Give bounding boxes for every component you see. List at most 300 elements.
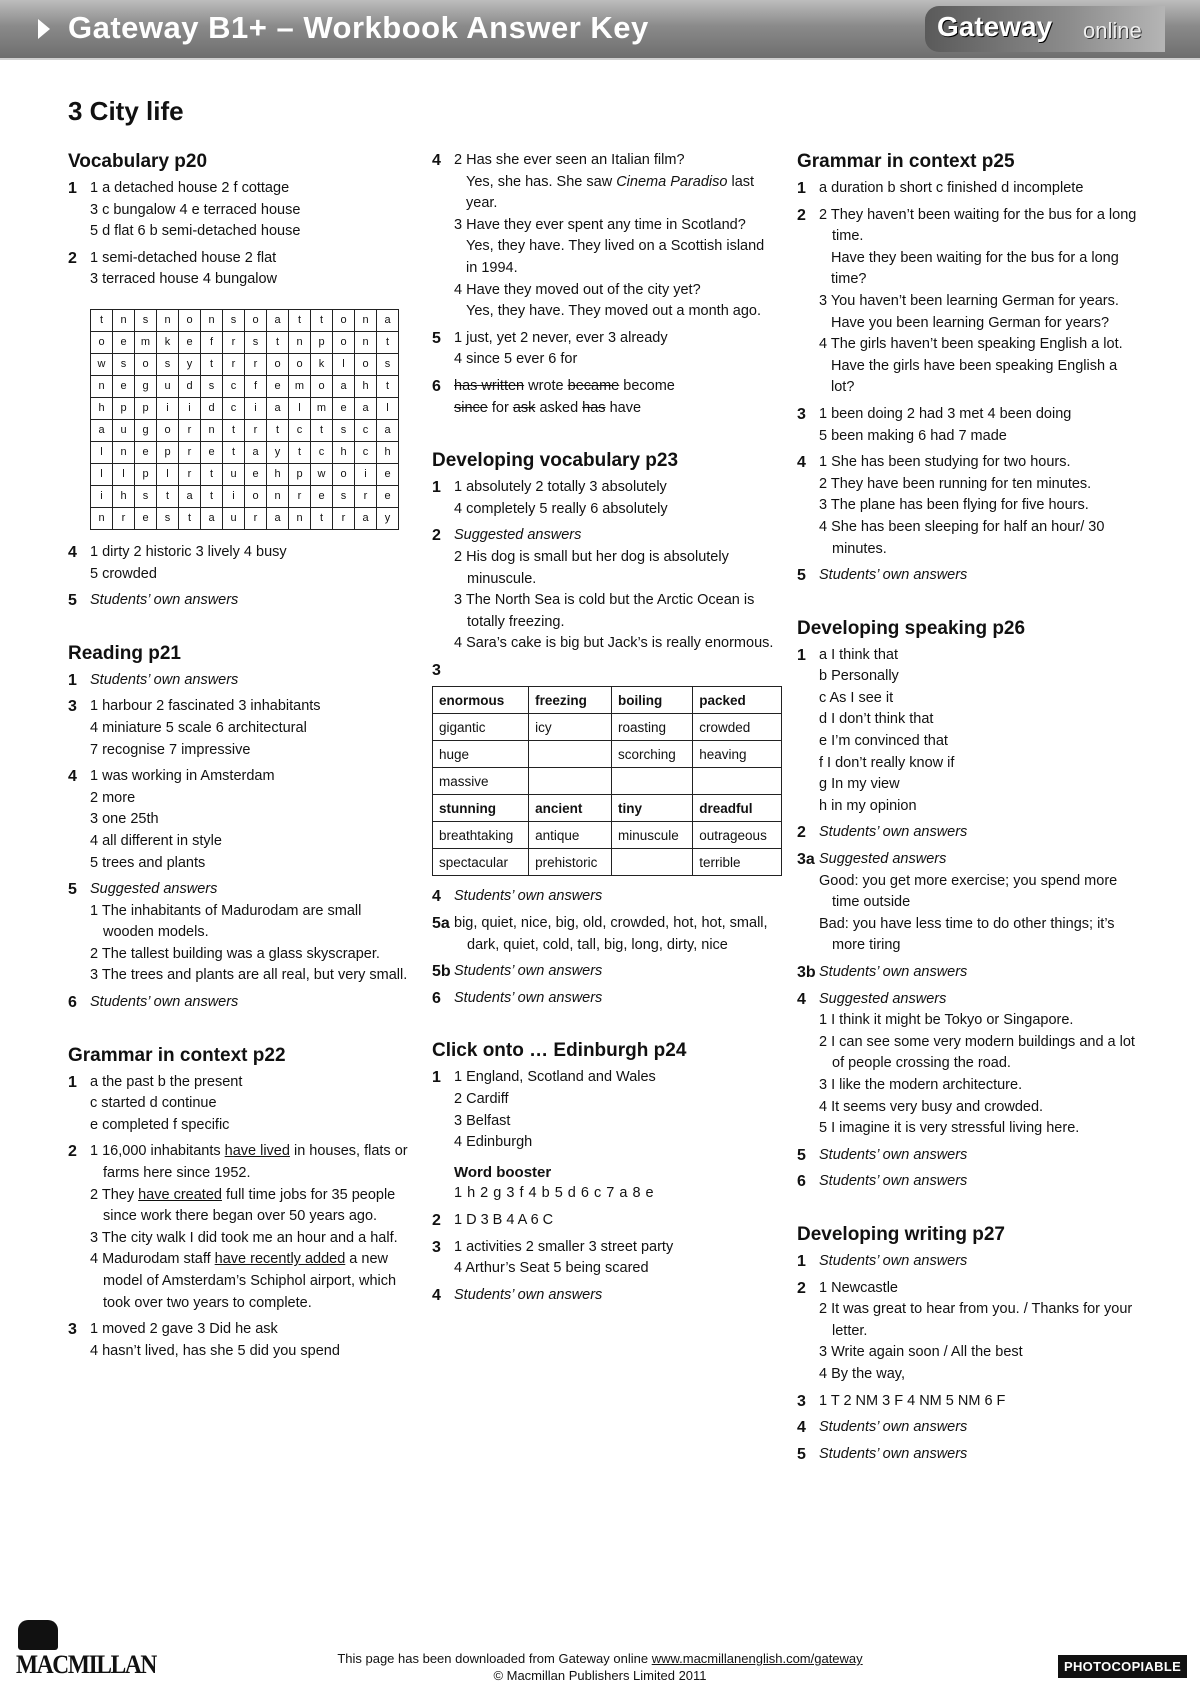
grid-cell: t	[289, 309, 311, 331]
section-heading: Click onto … Edinburgh p24	[432, 1040, 687, 1062]
answer-line	[819, 1251, 1142, 1273]
answer-lines	[454, 477, 777, 520]
answer-line	[454, 886, 777, 908]
answer-line	[454, 301, 777, 323]
answer-lines	[819, 404, 1142, 447]
section-heading: Reading p21	[68, 642, 181, 664]
answer-text: 1 I think it might be Tokyo or Singapore.	[819, 1012, 1074, 1029]
unit-title: 3 City life	[68, 96, 184, 126]
answer-line	[90, 809, 408, 831]
grid-cell: r	[289, 485, 311, 507]
photocopiable-badge: PHOTOCOPIABLE	[1058, 1655, 1187, 1678]
table-row	[433, 687, 782, 714]
answer-text: 3 c bungalow 4 e terraced house	[90, 201, 301, 218]
answer-item	[68, 1072, 408, 1137]
grid-cell: u	[223, 463, 245, 485]
exercise-number: 3	[797, 405, 806, 423]
struck-text: became	[567, 377, 620, 394]
grid-cell: l	[91, 463, 113, 485]
answer-line	[90, 1341, 408, 1363]
answer-lines	[819, 849, 1142, 957]
answer-line	[819, 404, 1142, 426]
grid-cell: n	[113, 441, 135, 463]
grid-cell: m	[311, 397, 333, 419]
grid-cell: l	[113, 463, 135, 485]
exercise-number: 4	[797, 990, 806, 1008]
answer-item	[797, 1444, 1142, 1466]
answer-line	[819, 356, 1142, 399]
section-heading: Vocabulary p20	[68, 151, 208, 172]
answer-line	[90, 1319, 408, 1341]
answer-item	[432, 961, 777, 983]
answer-lines	[454, 525, 777, 655]
grid-cell: u	[113, 419, 135, 441]
section-heading: Grammar in context p25	[797, 151, 1015, 172]
exercise-number: 1	[68, 180, 77, 197]
grid-cell: s	[113, 353, 135, 375]
grid-cell: p	[113, 397, 135, 419]
answer-text: a new model of Amsterdam’s Schiphol airport, which took over two years to complete.	[103, 1251, 397, 1311]
answer-lines	[819, 178, 1142, 200]
table-cell: prehistoric	[529, 849, 612, 876]
answer-text: 3 Belfast	[454, 1112, 511, 1129]
answer-line	[819, 205, 1142, 248]
answer-line	[819, 774, 1142, 796]
grid-cell: m	[135, 331, 157, 353]
answer-lines	[819, 1278, 1142, 1386]
answer-line	[90, 740, 408, 762]
grid-cell: r	[179, 463, 201, 485]
answer-lines	[90, 542, 408, 585]
grid-cell: o	[355, 353, 377, 375]
underlined-text: have recently added	[214, 1251, 346, 1268]
table-row	[433, 714, 782, 741]
answer-text: 2 I can see some very modern buildings and a lot of people crossing the road.	[819, 1033, 1135, 1072]
grid-cell: o	[311, 375, 333, 397]
table-row	[433, 795, 782, 822]
answer-line	[90, 788, 408, 810]
answer-line	[819, 1032, 1142, 1075]
grid-row	[91, 485, 399, 507]
grid-cell: p	[311, 331, 333, 353]
grid-row	[91, 375, 399, 397]
answer-item	[68, 992, 408, 1014]
table-cell	[529, 768, 612, 795]
grid-cell: a	[91, 419, 113, 441]
answer-text: full time jobs for 35 people since work there began over 50 years ago.	[103, 1186, 396, 1225]
answer-line	[819, 731, 1142, 753]
exercise-number: 2	[797, 1279, 806, 1297]
macmillan-wordmark: MACMILLAN	[16, 1650, 156, 1679]
column-1	[68, 150, 408, 1367]
grid-cell: t	[377, 331, 399, 353]
answer-text: 1 was working in Amsterdam	[90, 768, 275, 785]
exercise-number: 5	[68, 592, 77, 610]
answer-line	[90, 879, 408, 901]
exercise-number: 1	[797, 180, 806, 197]
grid-row	[91, 309, 399, 331]
answer-text: 4 She has been sleeping for half an hour/ 30 minutes.	[819, 518, 1105, 557]
italic-text: Students’ own answers	[819, 1419, 968, 1436]
answer-text: 7 recognise 7 impressive	[90, 741, 251, 758]
answer-lines	[90, 1072, 408, 1137]
answer-text: a the past b the present	[90, 1073, 243, 1090]
italic-text: Students’ own answers	[819, 1173, 968, 1190]
answer-text: f I don’t really know if	[819, 754, 955, 771]
struck-text: ask	[512, 399, 536, 416]
answer-text: 2 They have been running for ten minutes.	[819, 475, 1092, 492]
answer-text: 1 activities 2 smaller 3 street party	[454, 1238, 674, 1255]
arrow-icon	[38, 19, 50, 39]
grid-cell: n	[289, 331, 311, 353]
answer-text: 1 She has been studying for two hours.	[819, 454, 1071, 471]
answer-text: d I don’t think that	[819, 711, 934, 728]
exercise-number: 4	[68, 768, 77, 786]
answer-text: 1 just, yet 2 never, ever 3 already	[454, 329, 668, 346]
adjectives-table	[432, 686, 782, 876]
answer-line	[819, 1444, 1142, 1466]
grid-cell: c	[355, 419, 377, 441]
answer-line	[819, 989, 1142, 1011]
answer-text: 1 16,000 inhabitants	[90, 1143, 225, 1160]
answer-text: c As I see it	[819, 689, 894, 706]
answer-item	[68, 670, 408, 692]
answer-line	[819, 688, 1142, 710]
answer-line	[819, 914, 1142, 957]
table-cell: packed	[693, 687, 782, 714]
word-booster-answer: 1 h 2 g 3 f 4 b 5 d 6 c 7 a 8 e	[454, 1185, 655, 1202]
answer-item	[68, 696, 408, 761]
grid-cell: h	[355, 375, 377, 397]
answer-lines	[819, 645, 1142, 818]
table-cell: enormous	[433, 687, 529, 714]
answer-item	[432, 913, 777, 956]
answer-text: 4 hasn’t lived, has she 5 did you spend	[90, 1342, 340, 1359]
answer-text: 2 more	[90, 789, 136, 806]
grid-cell: o	[135, 353, 157, 375]
answer-lines	[454, 1237, 777, 1280]
grid-cell: l	[333, 353, 355, 375]
grid-cell: t	[377, 375, 399, 397]
answer-text: 3 Write again soon / All the best	[819, 1344, 1023, 1361]
answer-line	[819, 474, 1142, 496]
grid-cell: s	[157, 507, 179, 529]
answer-line	[454, 499, 777, 521]
grid-cell: t	[201, 485, 223, 507]
answer-item	[68, 590, 408, 612]
italic-text: Cinema Paradiso	[616, 173, 728, 190]
answer-line	[90, 200, 408, 222]
grid-cell: e	[377, 463, 399, 485]
section-heading: Developing vocabulary p23	[432, 450, 679, 472]
exercise-number: 1	[432, 1069, 441, 1087]
answer-lines	[454, 328, 777, 371]
answer-lines	[90, 766, 408, 874]
answer-item	[797, 1251, 1142, 1273]
answer-item	[432, 1285, 777, 1307]
answer-line	[819, 1010, 1142, 1032]
grid-cell: e	[311, 485, 333, 507]
answer-line	[819, 871, 1142, 914]
exercise-number: 5	[797, 1146, 806, 1164]
exercise-number: 2	[797, 824, 806, 842]
answer-item	[432, 1067, 777, 1153]
table-cell	[693, 768, 782, 795]
table-cell	[529, 741, 612, 768]
answer-text: 1 Newcastle	[819, 1279, 898, 1296]
grid-cell: r	[179, 419, 201, 441]
answer-line	[454, 1237, 777, 1259]
answer-text: 1 T 2 NM 3 F 4 NM 5 NM 6 F	[819, 1392, 1006, 1409]
answer-text: Yes, they have. They lived on a Scottish island in 1994.	[466, 238, 765, 276]
answer-line	[90, 831, 408, 853]
answer-text: 4 completely 5 really 6 absolutely	[454, 500, 668, 517]
answer-text: h in my opinion	[819, 797, 917, 814]
section-heading: Grammar in context p22	[68, 1044, 286, 1066]
answer-line	[819, 1299, 1142, 1342]
answer-line	[819, 962, 1142, 984]
answer-line	[454, 525, 777, 547]
answer-lines	[454, 886, 777, 908]
answer-lines	[819, 1145, 1142, 1167]
exercise-number: 5	[432, 329, 441, 347]
grid-cell: e	[135, 441, 157, 463]
grid-cell: o	[179, 309, 201, 331]
table-cell: huge	[433, 741, 529, 768]
grid-cell: k	[311, 353, 333, 375]
answer-text: 4 Madurodam staff	[90, 1251, 215, 1268]
answer-lines	[819, 962, 1142, 984]
answer-line	[90, 766, 408, 788]
answer-text: 5 I imagine it is very stressful living here.	[819, 1120, 1080, 1137]
grid-cell: e	[135, 507, 157, 529]
answer-text: 1 harbour 2 fascinated 3 inhabitants	[90, 698, 321, 715]
answer-line	[90, 853, 408, 875]
answer-line	[90, 1072, 408, 1094]
exercise-number: 2	[68, 1143, 77, 1161]
answer-text: in houses, flats or farms here since 1952.	[103, 1143, 408, 1182]
grid-cell: e	[333, 397, 355, 419]
answer-text: 4 Arthur’s Seat 5 being scared	[454, 1260, 649, 1277]
grid-cell: d	[201, 397, 223, 419]
grid-cell: r	[113, 507, 135, 529]
grid-cell: i	[245, 397, 267, 419]
grid-cell: c	[223, 375, 245, 397]
answer-line	[819, 565, 1142, 587]
word-booster-heading: Word booster	[454, 1163, 552, 1181]
answer-text: 3 The plane has been flying for five hours.	[819, 497, 1089, 514]
table-cell: spectacular	[433, 849, 529, 876]
grid-cell: r	[223, 331, 245, 353]
answer-item	[432, 988, 777, 1010]
grid-cell: f	[201, 331, 223, 353]
grid-cell: n	[201, 309, 223, 331]
exercise-number: 3a	[797, 851, 815, 869]
answer-text: Yes, she has. She saw	[466, 173, 617, 190]
answer-line	[454, 1258, 777, 1280]
answer-text: 3 terraced house 4 bungalow	[90, 271, 278, 288]
answer-text: Bad: you have less time to do other things; it’s more tiring	[819, 915, 1115, 954]
grid-cell: e	[179, 331, 201, 353]
italic-text: Suggested answers	[90, 881, 218, 898]
grid-cell: e	[245, 463, 267, 485]
answer-line	[819, 452, 1142, 474]
grid-cell: a	[267, 397, 289, 419]
grid-cell: o	[267, 353, 289, 375]
grid-cell: a	[267, 309, 289, 331]
answer-lines	[90, 178, 408, 243]
answer-text: 1 a detached house 2 f cottage	[90, 180, 290, 196]
italic-text: Suggested answers	[454, 527, 582, 544]
table-cell: boiling	[612, 687, 693, 714]
answer-item	[68, 879, 408, 987]
answer-text: 4 since 5 ever 6 for	[454, 351, 578, 368]
answer-text: 1 semi-detached house 2 flat	[90, 249, 277, 266]
answer-line	[454, 1132, 777, 1154]
answer-line	[454, 988, 777, 1010]
answer-line	[819, 1342, 1142, 1364]
grid-cell: e	[267, 375, 289, 397]
answer-text: have	[605, 399, 642, 416]
answer-lines	[90, 248, 408, 291]
answer-line	[819, 1075, 1142, 1097]
answer-line	[454, 1210, 777, 1232]
grid-cell: s	[157, 353, 179, 375]
exercise-number: 1	[68, 671, 77, 689]
answer-text: 3 Have they ever spent any time in Scotland?	[454, 216, 746, 233]
answer-text: 4 Sara’s cake is big but Jack’s is really enormous.	[454, 635, 774, 652]
answer-line	[819, 1118, 1142, 1140]
grid-cell: o	[157, 419, 179, 441]
grid-cell: l	[289, 397, 311, 419]
answer-text: 4 It seems very busy and crowded.	[819, 1098, 1044, 1115]
grid-cell: e	[201, 441, 223, 463]
grid-cell: e	[113, 375, 135, 397]
table-cell: minuscule	[612, 822, 693, 849]
answer-line	[454, 1111, 777, 1133]
answer-item	[68, 1141, 408, 1314]
grid-cell: o	[91, 331, 113, 353]
answer-text: 2 Cardiff	[454, 1091, 509, 1108]
answer-lines	[819, 205, 1142, 399]
grid-cell: e	[377, 485, 399, 507]
italic-text: Students’ own answers	[819, 1445, 968, 1462]
answer-text: Yes, they have. They moved out a month ago.	[466, 303, 762, 320]
grid-cell: f	[245, 375, 267, 397]
italic-text: Students’ own answers	[819, 964, 968, 980]
answer-line	[819, 1097, 1142, 1119]
answer-text: 5 trees and plants	[90, 854, 206, 871]
gateway-link[interactable]: www.macmillanenglish.com/gateway	[651, 1651, 863, 1666]
exercise-number: 1	[432, 479, 441, 497]
grid-cell: a	[267, 507, 289, 529]
struck-text: has written	[454, 377, 525, 394]
answer-lines	[90, 590, 408, 612]
grid-cell: n	[355, 331, 377, 353]
grid-cell: u	[157, 375, 179, 397]
grid-cell: r	[179, 441, 201, 463]
grid-cell: i	[355, 463, 377, 485]
grid-cell: s	[135, 485, 157, 507]
answer-text: wrote	[524, 377, 568, 394]
italic-text: Suggested answers	[819, 851, 947, 868]
answer-text: last year.	[466, 173, 755, 212]
answer-line	[819, 178, 1142, 200]
answer-item	[432, 525, 777, 655]
answer-lines	[819, 1171, 1142, 1193]
answer-text: 4 all different in style	[90, 832, 222, 849]
answer-text: 4 Edinburgh	[454, 1134, 533, 1151]
struck-text: since	[454, 399, 488, 416]
exercise-number: 2	[68, 249, 77, 267]
answer-text: g In my view	[819, 776, 900, 793]
answer-text: c started d continue	[90, 1095, 217, 1112]
answer-item	[797, 1278, 1142, 1386]
grid-cell: k	[157, 331, 179, 353]
table-cell: scorching	[612, 741, 693, 768]
answer-line	[90, 670, 408, 692]
grid-cell: t	[267, 331, 289, 353]
grid-cell: y	[267, 441, 289, 463]
answer-line	[819, 334, 1142, 356]
answer-item	[68, 248, 408, 291]
answer-item	[432, 376, 777, 419]
exercise-number: 5	[68, 881, 77, 899]
grid-cell: u	[223, 507, 245, 529]
word-search-grid	[90, 309, 399, 530]
exercise-number: 5b	[432, 963, 451, 981]
grid-cell: o	[333, 309, 355, 331]
answer-line	[90, 1249, 408, 1314]
answer-item	[797, 404, 1142, 447]
footer-text	[0, 1650, 1200, 1684]
answer-text: 5 been making 6 had 7 made	[819, 427, 1007, 444]
answer-item	[797, 205, 1142, 399]
answer-line	[819, 291, 1142, 313]
answer-item	[432, 660, 777, 682]
answer-line	[454, 1067, 777, 1089]
table-cell: terrible	[693, 849, 782, 876]
answer-item	[797, 452, 1142, 560]
grid-cell: t	[267, 419, 289, 441]
column-2	[432, 150, 777, 1311]
answer-line	[454, 477, 777, 499]
answer-lines	[819, 452, 1142, 560]
table-cell: massive	[433, 768, 529, 795]
grid-cell: g	[135, 375, 157, 397]
grid-cell: o	[333, 331, 355, 353]
table-cell: antique	[529, 822, 612, 849]
exercise-number: 4	[432, 1286, 441, 1304]
answer-text: big, quiet, nice, big, old, crowded, hot, hot, small, dark, quiet, cold, tall, big, long, dirty, nice	[454, 915, 768, 953]
grid-cell: i	[91, 485, 113, 507]
grid-cell: r	[333, 507, 355, 529]
answer-line	[819, 426, 1142, 448]
italic-text: Students’ own answers	[454, 963, 603, 980]
grid-cell: t	[223, 441, 245, 463]
answer-text: 4 The girls haven’t been speaking English a lot.	[819, 336, 1123, 353]
grid-row	[91, 419, 399, 441]
grid-row	[91, 507, 399, 529]
grid-cell: c	[311, 441, 333, 463]
grid-cell: t	[289, 441, 311, 463]
answer-line	[819, 753, 1142, 775]
answer-lines	[454, 660, 777, 682]
exercise-number: 2	[797, 206, 806, 224]
answer-line	[454, 1285, 777, 1307]
answer-text: 5 d flat 6 b semi-detached house	[90, 223, 301, 240]
grid-cell: n	[355, 309, 377, 331]
